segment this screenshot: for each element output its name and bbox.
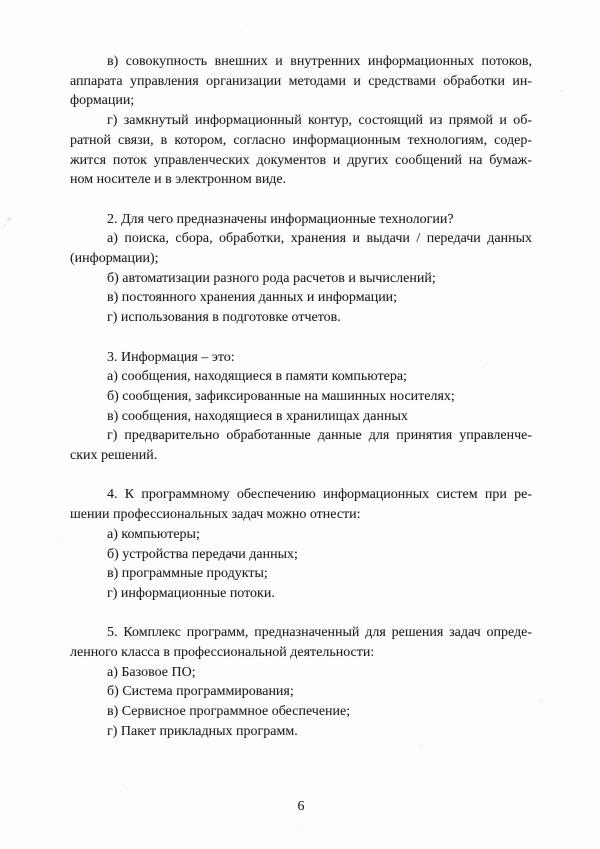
text-line: жится поток управленческих документов и других сообщений на бумаж- bbox=[70, 152, 532, 168]
text-line: а) поиска, сбора, обработки, хранения и выдачи / передачи данных bbox=[107, 231, 532, 247]
text-line bbox=[70, 466, 532, 486]
text-line: ских решений. bbox=[70, 448, 158, 464]
page-number: 6 bbox=[297, 799, 305, 814]
text-line: шении профессиональных задач можно отнести: bbox=[70, 507, 361, 523]
text-line: г) использования в подготовке отчетов. bbox=[107, 310, 341, 326]
text-line: 4. К программному обеспечению информационных систем при ре- bbox=[107, 487, 532, 503]
text-line: в) Сервисное программное обеспечение; bbox=[107, 704, 351, 720]
text-line: ратной связи, в котором, согласно информационным технологиям, содер- bbox=[70, 132, 532, 148]
text-line: б) автоматизации разного рода расчетов и вычислений; bbox=[107, 270, 436, 286]
text-line bbox=[70, 328, 532, 348]
text-line: (информации); bbox=[70, 251, 159, 267]
text-line: формации; bbox=[70, 93, 135, 109]
text-line: б) Система программирования; bbox=[107, 684, 294, 700]
scan-artifacts bbox=[0, 0, 2, 2]
text-line: 3. Информация – это: bbox=[107, 349, 235, 365]
text-line: б) устройства передачи данных; bbox=[107, 546, 298, 562]
text-line bbox=[70, 604, 532, 624]
text-line: в) сообщения, находящиеся в хранилищах данных bbox=[107, 408, 408, 424]
text-line bbox=[70, 190, 532, 210]
text-line: ленного класса в профессиональной деятельности: bbox=[70, 645, 375, 661]
text-line: в) совокупность внешних и внутренних информационных потоков, bbox=[107, 54, 532, 69]
text-line: ном носителе и в электронном виде. bbox=[70, 172, 287, 188]
page-text bbox=[70, 52, 532, 742]
text-line: в) программные продукты; bbox=[107, 566, 268, 582]
text-line: аппарата управления организации методами и средствами обработки ин- bbox=[70, 73, 532, 89]
text-line: а) сообщения, находящиеся в памяти компьютера; bbox=[107, 369, 407, 385]
text-line: г) информационные потоки. bbox=[107, 585, 275, 601]
text-line: 5. Комплекс программ, предназначенный для решения задач опреде- bbox=[107, 625, 532, 641]
text-line: а) Базовое ПО; bbox=[107, 664, 196, 680]
text-line: г) замкнутый информационный контур, состоящий из прямой и об- bbox=[107, 113, 532, 129]
text-line: 2. Для чего предназначены информационные технологии? bbox=[107, 211, 454, 227]
text-line: в) постоянного хранения данных и информации; bbox=[107, 290, 398, 306]
text-line: б) сообщения, зафиксированные на машинных носителях; bbox=[107, 388, 455, 404]
text-line: г) Пакет прикладных программ. bbox=[107, 723, 298, 739]
text-line: а) компьютеры; bbox=[107, 526, 200, 542]
text-line: г) предварительно обработанные данные для принятия управленче- bbox=[107, 428, 532, 444]
